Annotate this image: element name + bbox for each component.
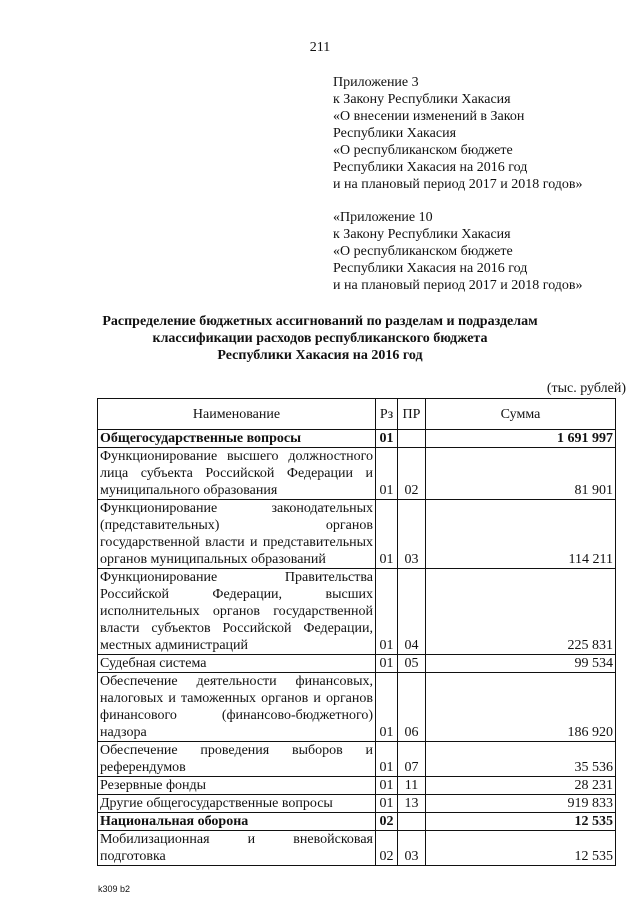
cell-name: Национальная оборона (98, 813, 376, 831)
appendix-inner (333, 209, 583, 294)
table-header-row (98, 399, 616, 430)
appendix-header-line: и на плановый период 2017 и 2018 годов» (333, 177, 583, 192)
cell-name: Обеспечение проведения выборов и референдумов (98, 742, 376, 777)
appendix-inner-line: и на плановый период 2017 и 2018 годов» (333, 278, 583, 293)
cell-rz: 01 (376, 777, 398, 795)
cell-rz: 01 (376, 430, 398, 448)
table-row (98, 430, 616, 448)
table-row (98, 655, 616, 673)
cell-name: Другие общегосударственные вопросы (98, 795, 376, 813)
cell-name: Функционирование высшего должностного лица субъекта Российской Федерации и муниципального образования (98, 448, 376, 500)
appendix-header (333, 74, 583, 193)
appendix-header-line: Приложение 3 (333, 75, 419, 90)
units-label: (тыс. рублей) (546, 381, 626, 396)
table-row (98, 673, 616, 742)
cell-sum: 35 536 (426, 742, 616, 777)
header-sum: Сумма (426, 399, 616, 430)
table-row (98, 569, 616, 655)
cell-pr: 11 (398, 777, 426, 795)
cell-rz: 01 (376, 448, 398, 500)
table-row (98, 813, 616, 831)
cell-pr (398, 813, 426, 831)
appendix-header-line: Республики Хакасия (333, 126, 457, 141)
page-number: 211 (309, 40, 331, 55)
document-title (80, 313, 560, 364)
header-pr: ПР (398, 399, 426, 430)
budget-table (97, 398, 616, 866)
cell-sum: 919 833 (426, 795, 616, 813)
table-row (98, 795, 616, 813)
footer-code: k309 b2 (98, 884, 131, 894)
table-body (98, 430, 616, 866)
appendix-inner-line: Республики Хакасия на 2016 год (333, 261, 528, 276)
cell-pr: 03 (398, 831, 426, 866)
cell-sum: 28 231 (426, 777, 616, 795)
cell-pr: 04 (398, 569, 426, 655)
appendix-header-line: Республики Хакасия на 2016 год (333, 160, 528, 175)
header-rz: Рз (376, 399, 398, 430)
cell-pr: 05 (398, 655, 426, 673)
cell-sum: 225 831 (426, 569, 616, 655)
cell-sum: 186 920 (426, 673, 616, 742)
cell-pr: 06 (398, 673, 426, 742)
title-line: Распределение бюджетных ассигнований по разделам и подразделам (102, 314, 538, 329)
cell-pr: 13 (398, 795, 426, 813)
table-row (98, 777, 616, 795)
cell-name: Судебная система (98, 655, 376, 673)
table-row (98, 500, 616, 569)
cell-rz: 02 (376, 831, 398, 866)
cell-rz: 01 (376, 742, 398, 777)
appendix-inner-line: «Приложение 10 (333, 210, 433, 225)
cell-name: Резервные фонды (98, 777, 376, 795)
cell-sum: 12 535 (426, 813, 616, 831)
table-row (98, 448, 616, 500)
cell-rz: 02 (376, 813, 398, 831)
table-row (98, 742, 616, 777)
cell-name: Функционирование законодательных (представительных) органов государственной власти и представительных органов муниципальных образований (98, 500, 376, 569)
title-line: классификации расходов республиканского бюджета (152, 331, 488, 346)
cell-rz: 01 (376, 569, 398, 655)
cell-rz: 01 (376, 795, 398, 813)
cell-pr: 02 (398, 448, 426, 500)
cell-name: Общегосударственные вопросы (98, 430, 376, 448)
appendix-inner-line: к Закону Республики Хакасия (333, 227, 511, 242)
title-line: Республики Хакасия на 2016 год (217, 348, 423, 363)
appendix-header-line: «О внесении изменений в Закон (333, 109, 525, 124)
cell-pr: 03 (398, 500, 426, 569)
cell-sum: 114 211 (426, 500, 616, 569)
cell-sum: 12 535 (426, 831, 616, 866)
cell-name: Мобилизационная и вневойсковая подготовка (98, 831, 376, 866)
cell-sum: 1 691 997 (426, 430, 616, 448)
cell-rz: 01 (376, 500, 398, 569)
cell-pr (398, 430, 426, 448)
cell-sum: 81 901 (426, 448, 616, 500)
table-row (98, 831, 616, 866)
header-name: Наименование (98, 399, 376, 430)
appendix-header-line: «О республиканском бюджете (333, 143, 513, 158)
cell-rz: 01 (376, 673, 398, 742)
appendix-inner-line: «О республиканском бюджете (333, 244, 513, 259)
cell-pr: 07 (398, 742, 426, 777)
cell-name: Обеспечение деятельности финансовых, налоговых и таможенных органов и органов финансового (финансово-бюджетного) надзора (98, 673, 376, 742)
cell-rz: 01 (376, 655, 398, 673)
cell-name: Функционирование Правительства Российской Федерации, высших исполнительных органов государственной власти субъектов Российской Федерации, местных администраций (98, 569, 376, 655)
appendix-header-line: к Закону Республики Хакасия (333, 92, 511, 107)
cell-sum: 99 534 (426, 655, 616, 673)
